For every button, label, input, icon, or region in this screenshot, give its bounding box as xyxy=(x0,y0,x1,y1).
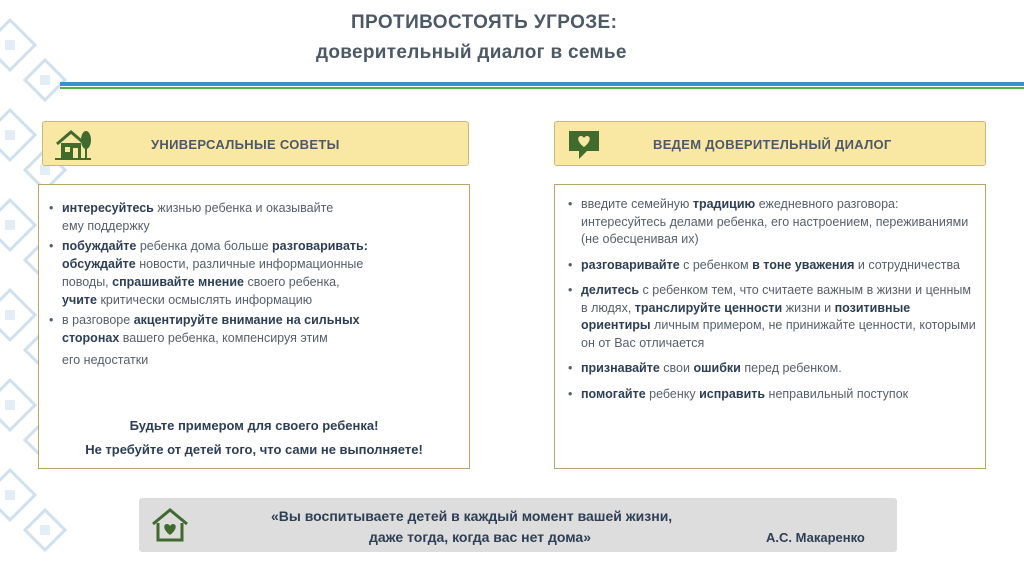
page-title-block xyxy=(316,12,736,64)
motto-line-1: Будьте примером для своего ребенка! xyxy=(129,418,379,433)
divider-blue xyxy=(60,82,1024,86)
heart-speech-bubble-icon xyxy=(565,125,605,163)
universal-tips-list xyxy=(62,199,462,371)
list-item: • разговаривайте с ребенком в тоне уважения и сотрудничества xyxy=(581,257,981,275)
house-with-tree-icon xyxy=(53,125,93,163)
universal-tips-header xyxy=(42,121,469,166)
quote-author: А.С. Макаренко xyxy=(766,530,865,545)
quote-text-line-1: «Вы воспитываете детей в каждый момент вашей жизни, xyxy=(271,508,673,524)
quote-box xyxy=(139,498,897,552)
quote-text-line-2: даже тогда, когда вас нет дома» xyxy=(369,529,591,545)
page-title: ПРОТИВОСТОЯТЬ УГРОЗЕ: xyxy=(351,12,618,33)
trusted-dialog-title: ВЕДЕМ ДОВЕРИТЕЛЬНЫЙ ДИАЛОГ xyxy=(653,137,892,152)
list-item: • побуждайте ребенка дома больше разговаривать: обсуждайте новости, различные информационные поводы, спрашивайте мнение своего ребенка, учите критически осмыслять информацию xyxy=(62,237,462,309)
list-item: • делитесь с ребенком тем, что считаете важным в жизни и ценным в людях, транслируйте ценности жизни и позитивные ориентиры личным примером, не принижайте ценности, которыми он от Вас отличается xyxy=(581,282,981,352)
list-item: • в разговоре акцентируйте внимание на сильных сторонах вашего ребенка, компенсируя этим его недостатки xyxy=(62,311,462,369)
house-with-heart-icon xyxy=(151,506,189,544)
universal-tips-title: УНИВЕРСАЛЬНЫЕ СОВЕТЫ xyxy=(151,137,340,152)
list-item: • введите семейную традицию ежедневного разговора: интересуйтесь делами ребенка, его настроением, переживаниями (не обесценивая их) xyxy=(581,196,981,249)
page-subtitle: доверительный диалог в семье xyxy=(316,42,627,63)
divider-green xyxy=(60,87,1024,89)
list-item: • признавайте свои ошибки перед ребенком. xyxy=(581,360,981,378)
trusted-dialog-list xyxy=(581,196,981,411)
trusted-dialog-header xyxy=(554,121,986,166)
motto-line-2: Не требуйте от детей того, что сами не выполняете! xyxy=(85,442,423,457)
list-item: • помогайте ребенку исправить неправильный поступок xyxy=(581,386,981,404)
list-item: • интересуйтесь жизнью ребенка и оказывайте ему поддержку xyxy=(62,199,462,235)
